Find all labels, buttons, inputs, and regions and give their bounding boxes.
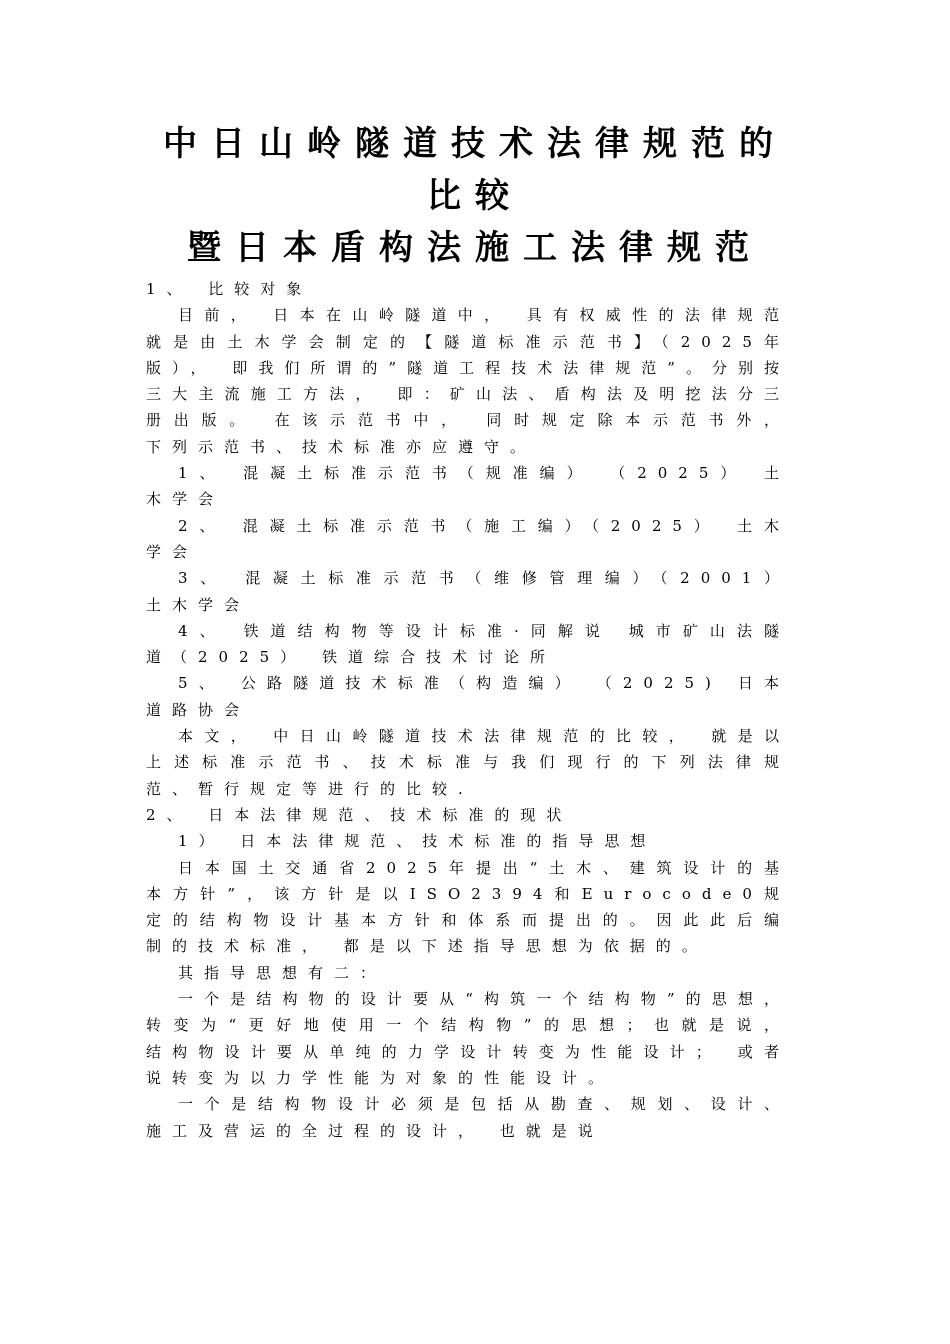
- subsection-heading: 1） 日本法律规范、技术标准的指导思想: [178, 832, 657, 851]
- paragraph: 本文， 中日山岭隧道技术法律规范的比较， 就是以上述标准示范书、技术标准与我们现行的下列法律规范、暂行规定等进行的比较.: [146, 727, 790, 798]
- reference-item: 5、 公路隧道技术标准（构造编） （2025) 日本道路协会: [146, 674, 790, 719]
- paragraph: 其指导思想有二：: [178, 963, 387, 982]
- reference-item: 1、 混凝土标准示范书（规准编） （2025） 土木学会: [146, 464, 790, 509]
- paragraph: 一个是结构物的设计要从“构筑一个结构物”的思想， 转变为“更好地使用一个结构物”的思想；也就是说， 结构物设计要从单纯的力学设计转变为性能设计； 或者说转变为以力学性能为对象的性能设计。: [146, 990, 790, 1087]
- paragraph: 日本国土交通省2025年提出“土木、建筑设计的基本方针”，该方针是以ISO2394和Eurocode0规定的结构物设计基本方针和体系而提出的。因此此后编制的技术标准， 都是以下述指导思想为依据的。: [146, 858, 790, 956]
- section-heading: 2、 日本法律规范、技术标准的现状: [146, 805, 573, 824]
- paragraph: 目前， 日本在山岭隧道中， 具有权威性的法律规范就是由土木学会制定的【隧道标准示范书】（2025年版）， 即我们所谓的”隧道工程技术法律规范”。分别按三大主流施工方法， 即：矿山法、盾构法及明挖法分三册出版。 在该示范书中， 同时规定除本示范书外， 下列示范书、技术标准亦应遵守。: [146, 306, 790, 456]
- reference-item: 3、 混凝土标准示范书（维修管理编）（2001） 土木学会: [146, 569, 790, 614]
- reference-item: 4、 铁道结构物等设计标准·同解说 城市矿山法隧道（2025） 铁道综合技术讨论所: [146, 621, 790, 667]
- section-heading: 1、 比较对象: [146, 280, 313, 298]
- title-line-1: 中日山岭隧道技术法律规范的: [163, 124, 787, 164]
- reference-item: 2、 混凝土标准示范书（施工编）（2025） 土木学会: [146, 516, 790, 561]
- paragraph: 一个是结构物设计必须是包括从勘查、规划、设计、施工及营运的全过程的设计， 也就是说: [146, 1095, 790, 1140]
- title-line-3: 暨日本盾构法施工法律规范: [187, 228, 763, 268]
- document-body: [146, 276, 790, 1144]
- title-line-2: 比较: [427, 176, 523, 216]
